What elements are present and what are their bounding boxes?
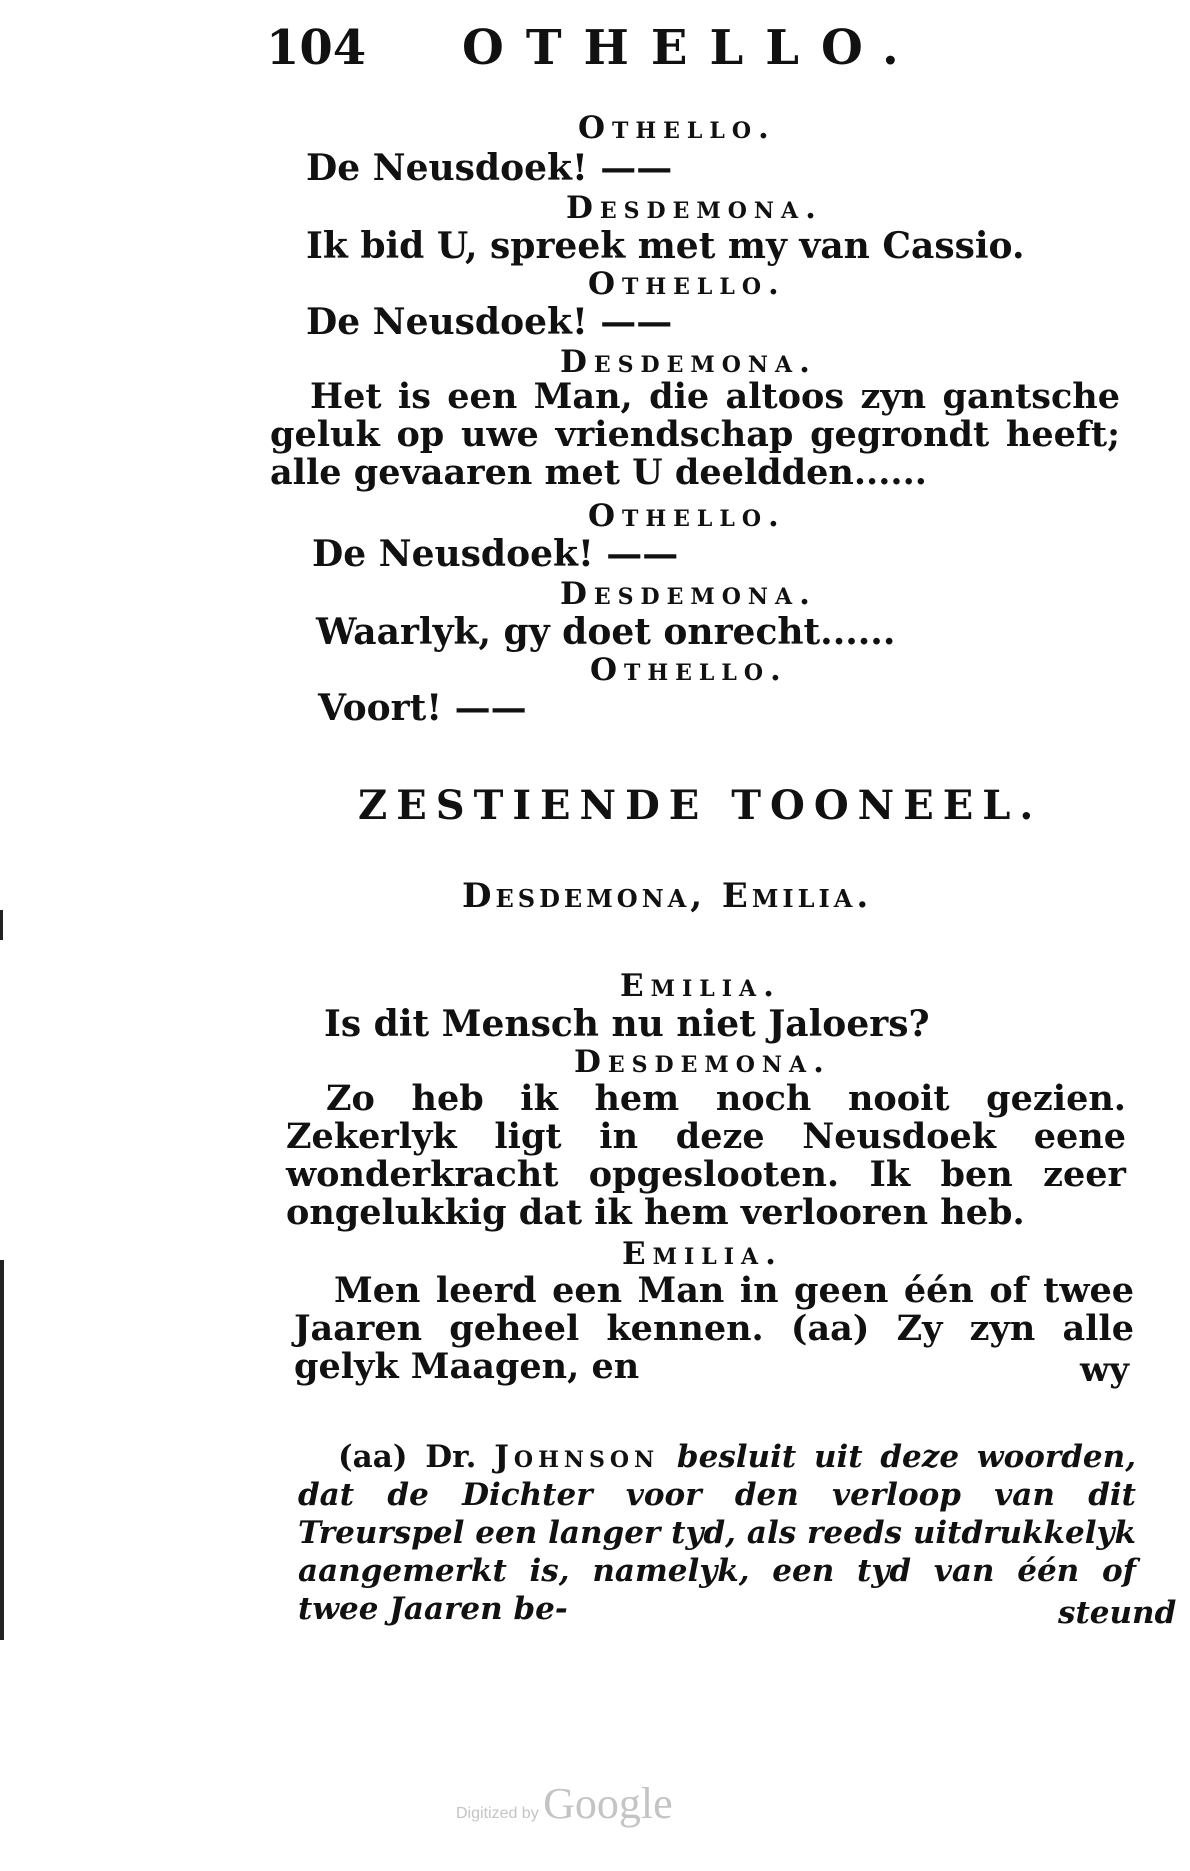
footnote	[298, 1438, 1136, 1628]
running-title: OTHELLO.	[462, 20, 921, 76]
dialogue-paragraph: Zo heb ik hem noch nooit gezien. Zekerlyk ligt in deze Neusdoek eene wonderkracht opgeslooten. Ik ben zeer ongelukkig dat ik hem verlooren heb.	[286, 1078, 1126, 1233]
dialogue-line: Is dit Mensch nu niet Jaloers?	[324, 1003, 930, 1045]
footnote-catchword: steund	[1058, 1595, 1177, 1631]
speaker-label: Desdemona.	[560, 344, 817, 380]
dialogue-line: De Neusdoek! ——	[312, 533, 679, 575]
speaker-label: Othello.	[588, 498, 786, 534]
dialogue-line: De Neusdoek! ——	[306, 301, 673, 343]
speaker-label: Desdemona.	[560, 576, 817, 612]
speaker-label: Desdemona.	[566, 190, 823, 226]
speaker-label: Emilia.	[620, 968, 781, 1004]
speaker-label: Othello.	[588, 266, 786, 302]
dialogue-line: Waarlyk, gy doet onrecht......	[316, 611, 896, 653]
footnote-lead: Dr.	[425, 1439, 477, 1475]
footnote-marker: (aa)	[338, 1439, 408, 1475]
speaker-label: Desdemona.	[574, 1044, 831, 1080]
speaker-label: Othello.	[578, 110, 776, 146]
speaker-label: Emilia.	[622, 1236, 783, 1272]
page-number: 104	[266, 20, 367, 76]
scan-edge-mark	[0, 910, 3, 940]
footnote-author: Johnson	[494, 1439, 660, 1475]
catchword: wy	[1080, 1350, 1130, 1390]
scan-edge-mark	[0, 1260, 4, 1640]
dialogue-line: Ik bid U, spreek met my van Cassio.	[306, 225, 1025, 267]
speaker-label: Othello.	[590, 652, 788, 688]
dialogue-paragraph: Het is een Man, die altoos zyn gantsche geluk op uwe vriendschap gegrondt heeft; alle gevaaren met U deeldden......	[270, 376, 1120, 493]
footnote-text: besluit uit deze woorden, dat de Dichter voor den verloop van dit Treurspel een langer tyd, als reeds uitdrukkelyk aangemerkt is, namelyk, een tyd van één of twee Jaaren be-	[298, 1439, 1136, 1627]
google-logo: Google	[543, 1779, 673, 1828]
dialogue-paragraph: Men leerd een Man in geen één of twee Jaaren geheel kennen. (aa) Zy zyn alle gelyk Maagen, en	[294, 1270, 1134, 1387]
dialogue-line: Voort! ——	[318, 687, 527, 729]
digitized-watermark	[456, 1778, 673, 1829]
scene-heading: ZESTIENDE TOONEEL.	[358, 782, 1043, 829]
watermark-prefix: Digitized by	[456, 1805, 539, 1822]
dialogue-line: De Neusdoek! ——	[306, 147, 673, 189]
scene-cast: Desdemona, Emilia.	[462, 876, 873, 916]
